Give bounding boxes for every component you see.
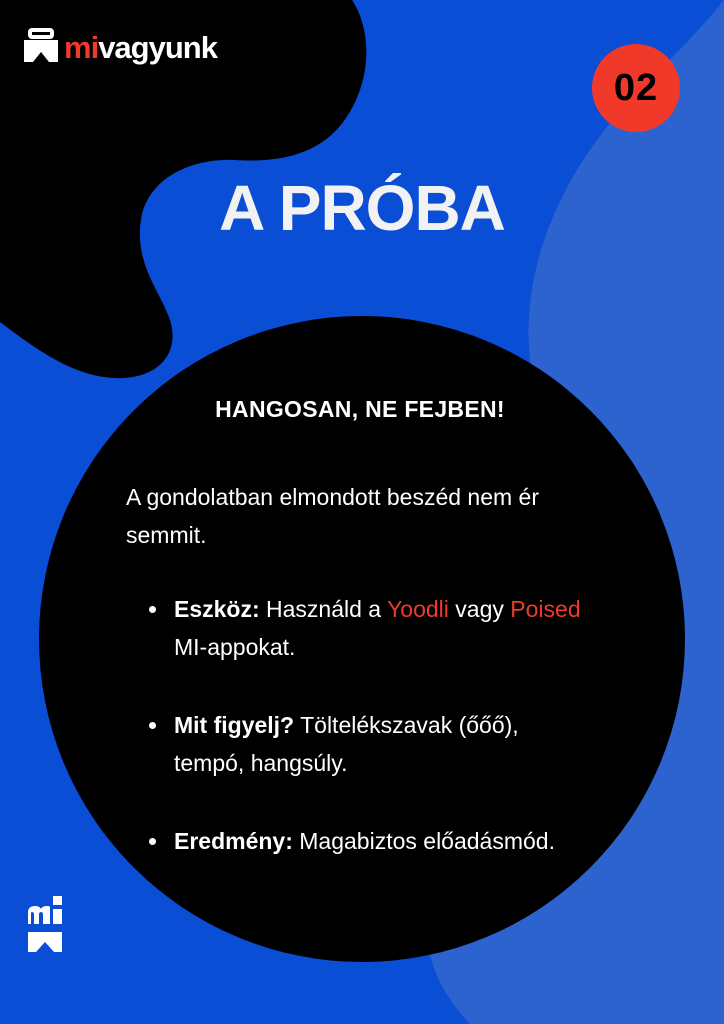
app-name-poised: Poised bbox=[510, 596, 581, 622]
bullet-text: vagy bbox=[448, 596, 511, 622]
bullet-text: Használd a bbox=[259, 596, 388, 622]
bullet-result bbox=[174, 822, 594, 860]
briefcase-logo-icon bbox=[22, 28, 60, 66]
page-title: A PRÓBA bbox=[219, 172, 505, 244]
logo-suffix: vagyunk bbox=[98, 29, 217, 65]
bullet-text: Töltelékszavak (őőő), tempó, hangsúly. bbox=[174, 712, 519, 776]
bullet-label: Mit figyelj? bbox=[174, 712, 295, 738]
bullet-label: Eszköz: bbox=[174, 596, 260, 622]
bullet-text: MI-appokat. bbox=[174, 634, 296, 660]
card-intro: A gondolatban elmondott beszéd nem ér semmit. bbox=[126, 484, 540, 548]
logo-wordmark bbox=[64, 29, 217, 65]
bullet-text: Magabiztos előadásmód. bbox=[292, 828, 555, 854]
mi-monogram-icon bbox=[26, 896, 64, 952]
page-number-badge: 02 bbox=[592, 44, 680, 132]
bullet-list bbox=[174, 590, 594, 900]
brand-logo bbox=[22, 28, 217, 66]
logo-prefix: mi bbox=[64, 29, 99, 65]
card-subtitle: HANGOSAN, NE FEJBEN! bbox=[215, 396, 505, 422]
app-name-yoodli: Yoodli bbox=[387, 596, 449, 622]
bullet-label: Eredmény: bbox=[174, 828, 293, 854]
bullet-tool bbox=[174, 590, 594, 666]
bullet-watch bbox=[174, 706, 594, 782]
